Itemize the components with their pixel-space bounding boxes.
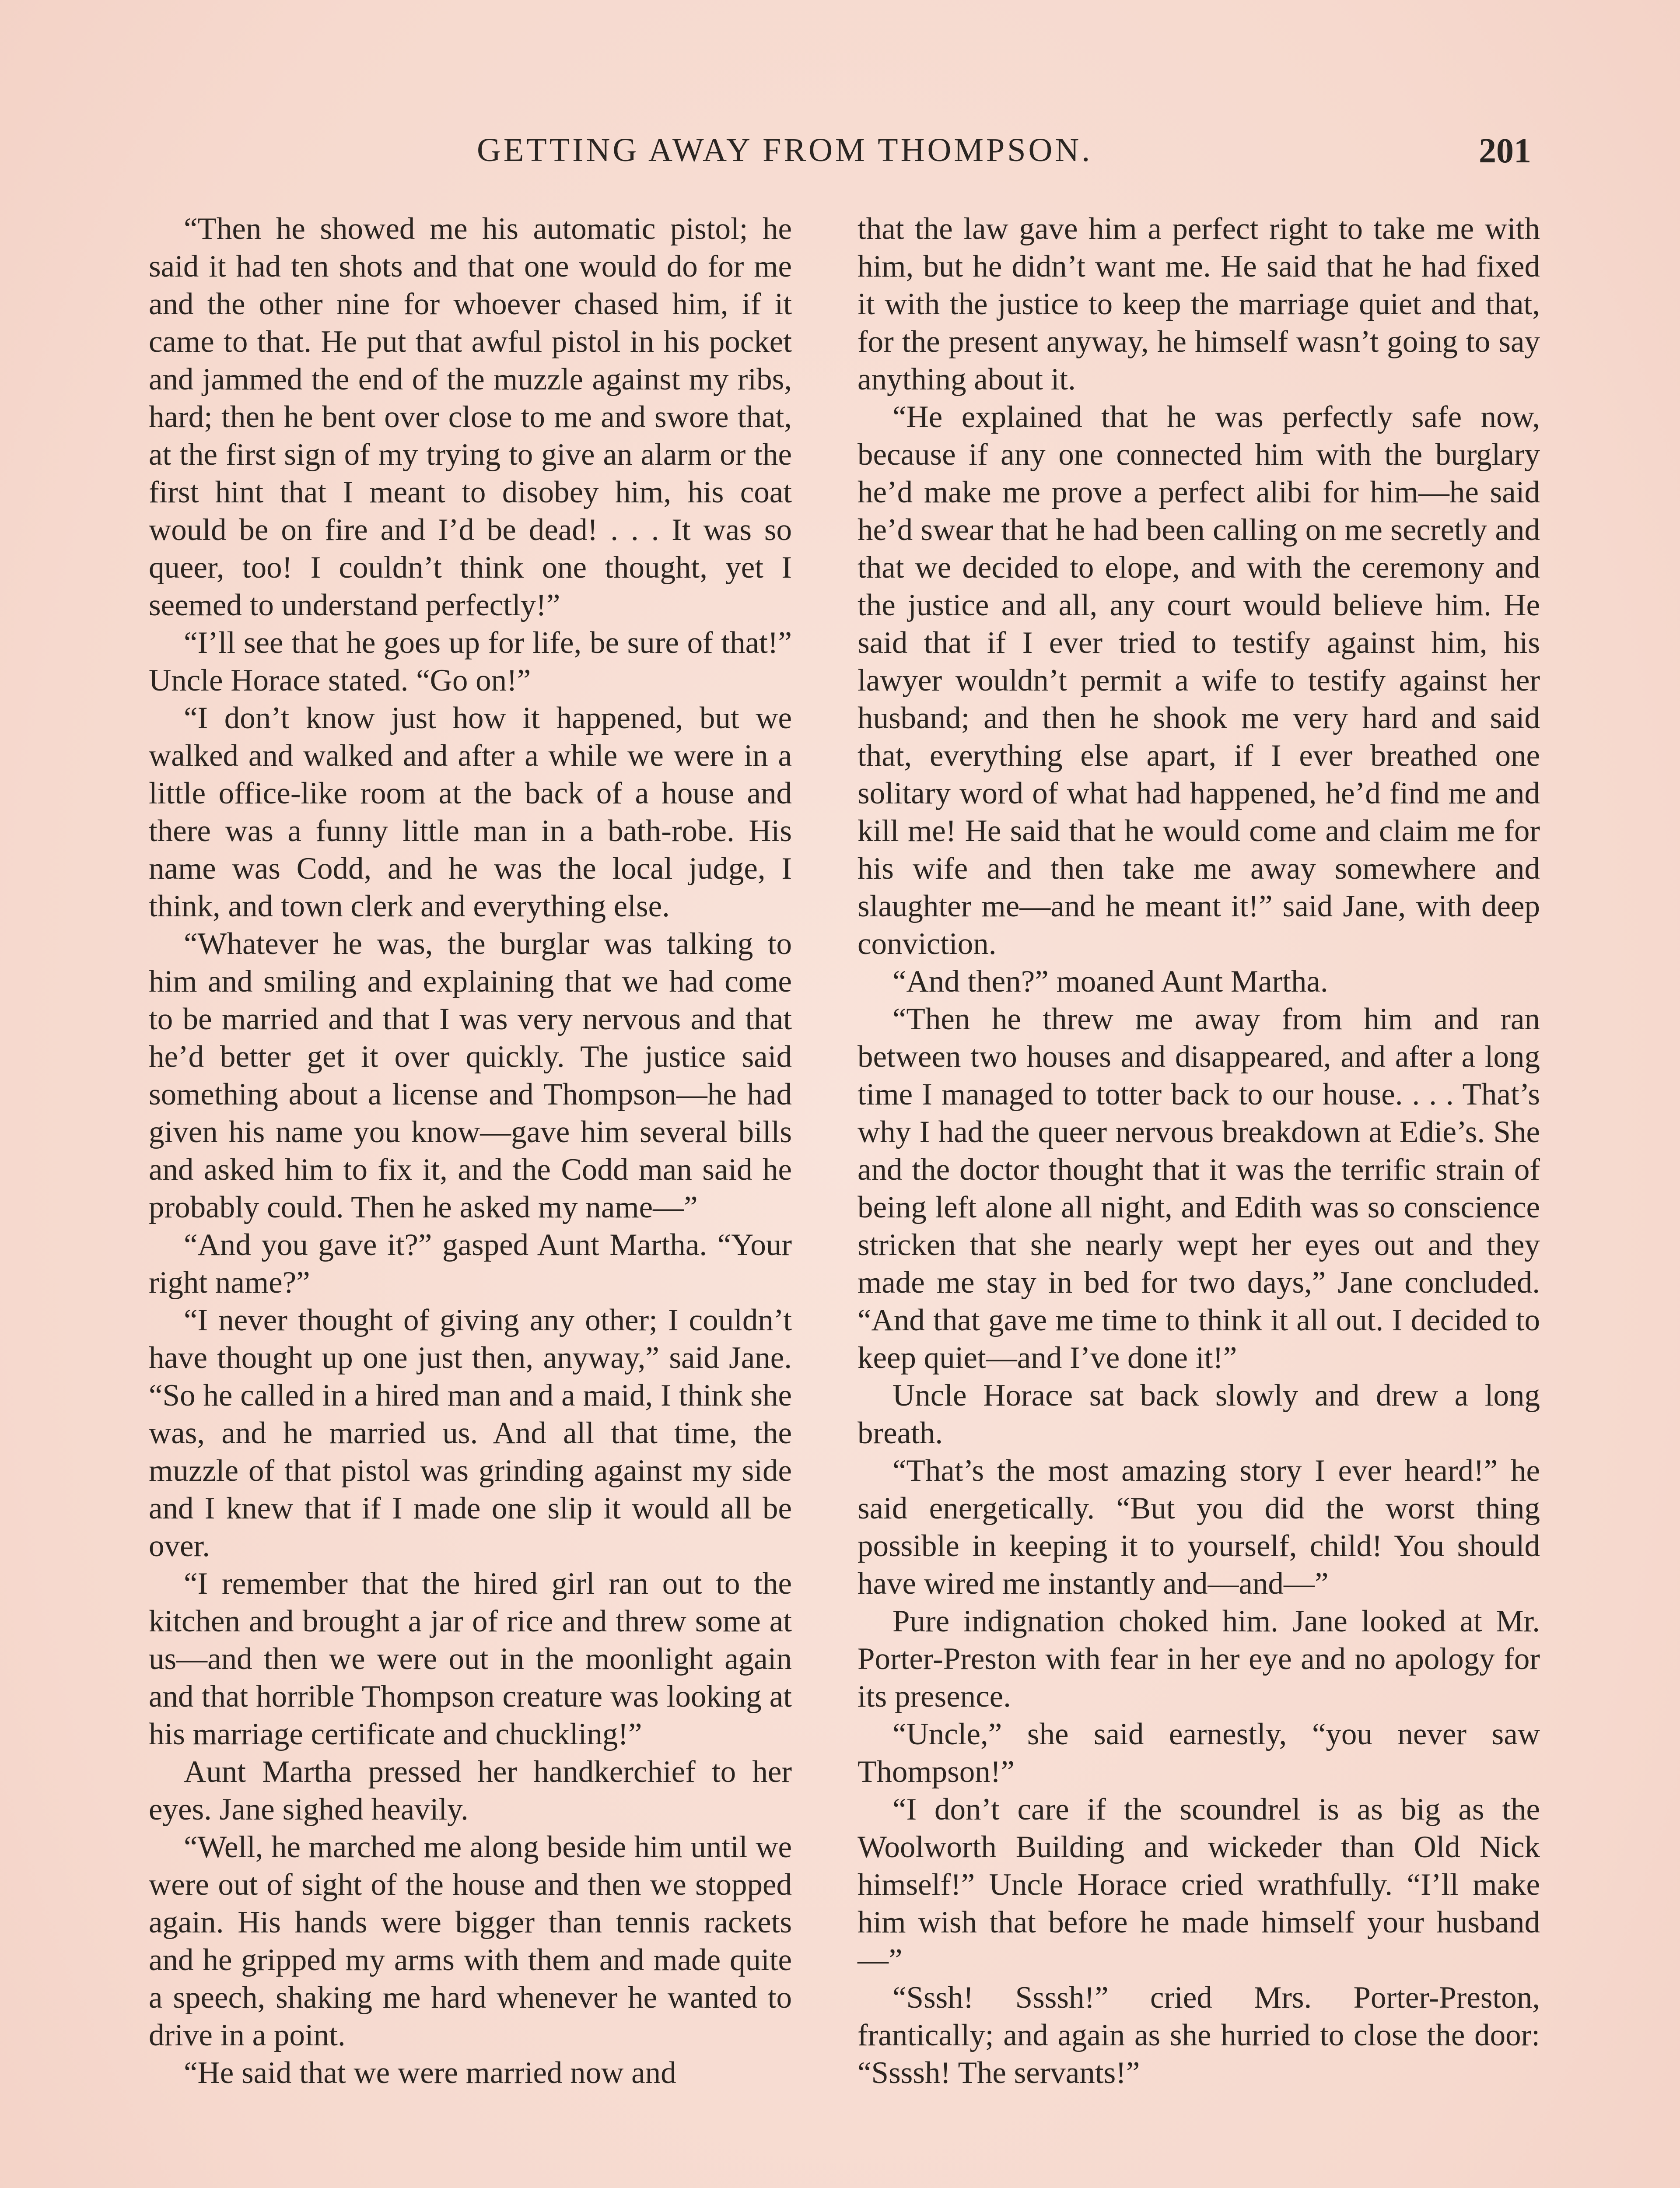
paragraph: “I never thought of giving any other; I couldn’t have thought up one just then, anyway,” said Jane. “So he called in a hired man and a maid, I think she was, and he married us. And all that time, the muzzle of that pistol was grinding against my side and I knew that if I made one slip it would all be over. [149,1303,792,1563]
running-title: GETTING AWAY FROM THOMPSON. [477,132,1093,168]
paragraph: “I don’t care if the scoundrel is as big as the Woolworth Building and wickeder than Old Nick himself!” Uncle Horace cried wrathfully. “I’ll make him wish that before he made himself your husband—” [858,1792,1540,1977]
right-column [858,210,1540,2092]
paragraph: “Uncle,” she said earnestly, “you never saw Thompson!” [858,1717,1540,1789]
paragraph: “I don’t know just how it happened, but we walked and walked and after a while we were in a little office-like room at the back of a house and there was a funny little man in a bath-robe. His name was Codd, and he was the local judge, I think, and town clerk and everything else. [149,701,792,923]
paragraph: “I’ll see that he goes up for life, be sure of that!” Uncle Horace stated. “Go on!” [149,626,792,698]
paragraph: Pure indignation choked him. Jane looked at Mr. Porter-Preston with fear in her eye and no apology for its presence. [858,1604,1540,1714]
paragraph: Uncle Horace sat back slowly and drew a long breath. [858,1378,1540,1450]
paragraph-continued: that the law gave him a perfect right to take me with him, but he didn’t want me. He said that he had fixed it with the justice to keep the marriage quiet and that, for the present anyway, he himself wasn’t going to say anything about it. [858,212,1540,396]
paragraph: Aunt Martha pressed her handkerchief to her eyes. Jane sighed heavily. [149,1755,792,1827]
page-header [0,131,1680,179]
paragraph: “That’s the most amazing story I ever heard!” he said energetically. “But you did the worst thing possible in keeping it to yourself, child! You should have wired me instantly and—and—” [858,1454,1540,1601]
paragraph: “I remember that the hired girl ran out to the kitchen and brought a jar of rice and threw some at us—and then we were out in the moonlight again and that horrible Thompson creature was looking at his marriage certificate and chuckling!” [149,1567,792,1751]
page-number: 201 [1479,132,1531,170]
paragraph: “Sssh! Ssssh!” cried Mrs. Porter-Preston, frantically; and again as she hurried to close the door: “Ssssh! The servants!” [858,1981,1540,2090]
paragraph: “He explained that he was perfectly safe now, because if any one connected him with the burglary he’d make me prove a perfect alibi for him—he said he’d swear that he had been calling on me secretly and that we decided to elope, and with the ceremony and the justice and all, any court would believe him. He said that if I ever tried to testify against him, his lawyer wouldn’t permit a wife to testify against her husband; and then he shook me very hard and said that, everything else apart, if I ever breathed one solitary word of what had happened, he’d find me and kill me! He said that he would come and claim me for his wife and then take me away somewhere and slaughter me—and he meant it!” said Jane, with deep conviction. [858,400,1540,961]
paragraph: “And then?” moaned Aunt Martha. [892,964,1328,999]
paragraph: “Well, he marched me along beside him until we were out of sight of the house and then we stopped again. His hands were bigger than tennis rackets and he gripped my arms with them and made quite a speech, shaking me hard whenever he wanted to drive in a point. [149,1830,792,2052]
paragraph: “Whatever he was, the burglar was talking to him and smiling and explaining that we had come to be married and that I was very nervous and that he’d better get it over quickly. The justice said something about a license and Thompson—he had given his name you know—gave him several bills and asked him to fix it, and the Codd man said he probably could. Then he asked my name—” [149,927,792,1224]
paragraph: “Then he showed me his automatic pistol; he said it had ten shots and that one would do for me and the other nine for whoever chased him, if it came to that. He put that awful pistol in his pocket and jammed the end of the muzzle against my ribs, hard; then he bent over close to me and swore that, at the first sign of my trying to give an alarm or the first hint that I meant to disobey him, his coat would be on fire and I’d be dead! . . . It was so queer, too! I couldn’t think one thought, yet I seemed to understand perfectly!” [149,212,792,622]
left-column [149,210,792,2092]
paragraph: “He said that we were married now and [184,2056,676,2090]
paragraph: “And you gave it?” gasped Aunt Martha. “Your right name?” [149,1228,792,1300]
paragraph: “Then he threw me away from him and ran between two houses and disappeared, and after a long time I managed to totter back to our house. . . . That’s why I had the queer nervous breakdown at Edie’s. She and the doctor thought that it was the terrific strain of being left alone all night, and Edith was so conscience stricken that she nearly wept her eyes out and they made me stay in bed for two days,” Jane concluded. “And that gave me time to think it all out. I decided to keep quiet—and I’ve done it!” [858,1002,1540,1375]
